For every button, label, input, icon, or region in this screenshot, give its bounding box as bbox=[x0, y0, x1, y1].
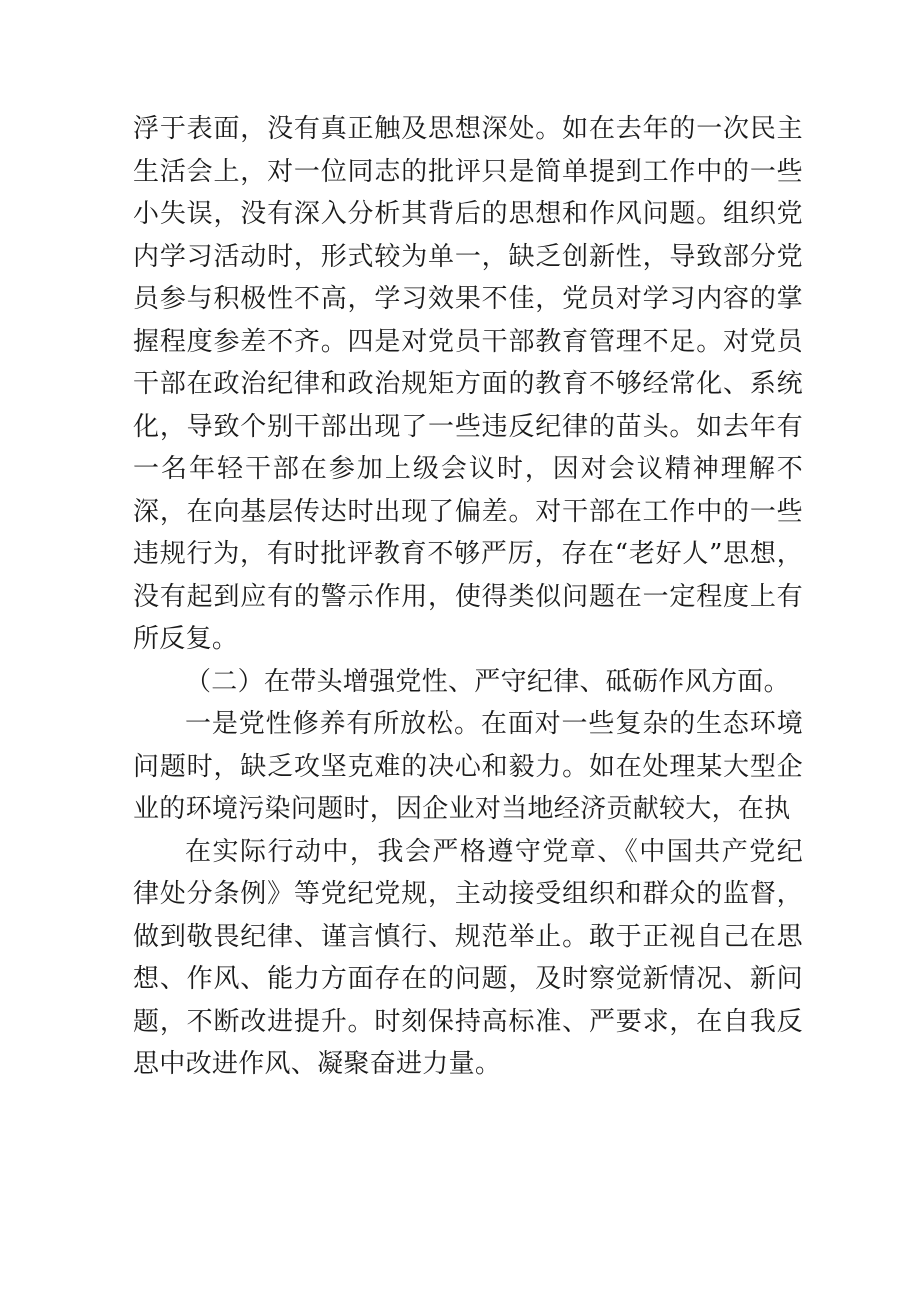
paragraph-4: 在实际行动中，我会严格遵守党章、《中国共产党纪律处分条例》等党纪党规，主动接受组织和群众的监督，做到敬畏纪律、谨言慎行、规范举止。敢于正视自己在思想、作风、能力方面存在的问题，及时察觉新情况、新问题，不断改进提升。时刻保持高标准、严要求，在自我反思中改进作风、凝聚奋进力量。 bbox=[133, 836, 803, 1079]
paragraph-2-section-heading: （二）在带头增强党性、严守纪律、砥砺作风方面。 bbox=[185, 666, 790, 697]
paragraph-3: 一是党性修养有所放松。在面对一些复杂的生态环境问题时，缺乏攻坚克难的决心和毅力。如在处理某大型企业的环境污染问题时，因企业对当地经济贡献较大，在执 bbox=[133, 709, 803, 824]
paragraph-1: 浮于表面，没有真正触及思想深处。如在去年的一次民主生活会上，对一位同志的批评只是简单提到工作中的一些小失误，没有深入分析其背后的思想和作风问题。组织党内学习活动时，形式较为单一，缺乏创新性，导致部分党员参与积极性不高，学习效果不佳，党员对学习内容的掌握程度参差不齐。四是对党员干部教育管理不足。对党员干部在政治纪律和政治规矩方面的教育不够经常化、系统化，导致个别干部出现了一些违反纪律的苗头。如去年有一名年轻干部在参加上级会议时，因对会议精神理解不深，在向基层传达时出现了偏差。对干部在工作中的一些违规行为，有时批评教育不够严厉，存在“老好人”思想，没有起到应有的警示作用，使得类似问题在一定程度上有所反复。 bbox=[133, 114, 803, 654]
document-body bbox=[133, 108, 803, 1086]
